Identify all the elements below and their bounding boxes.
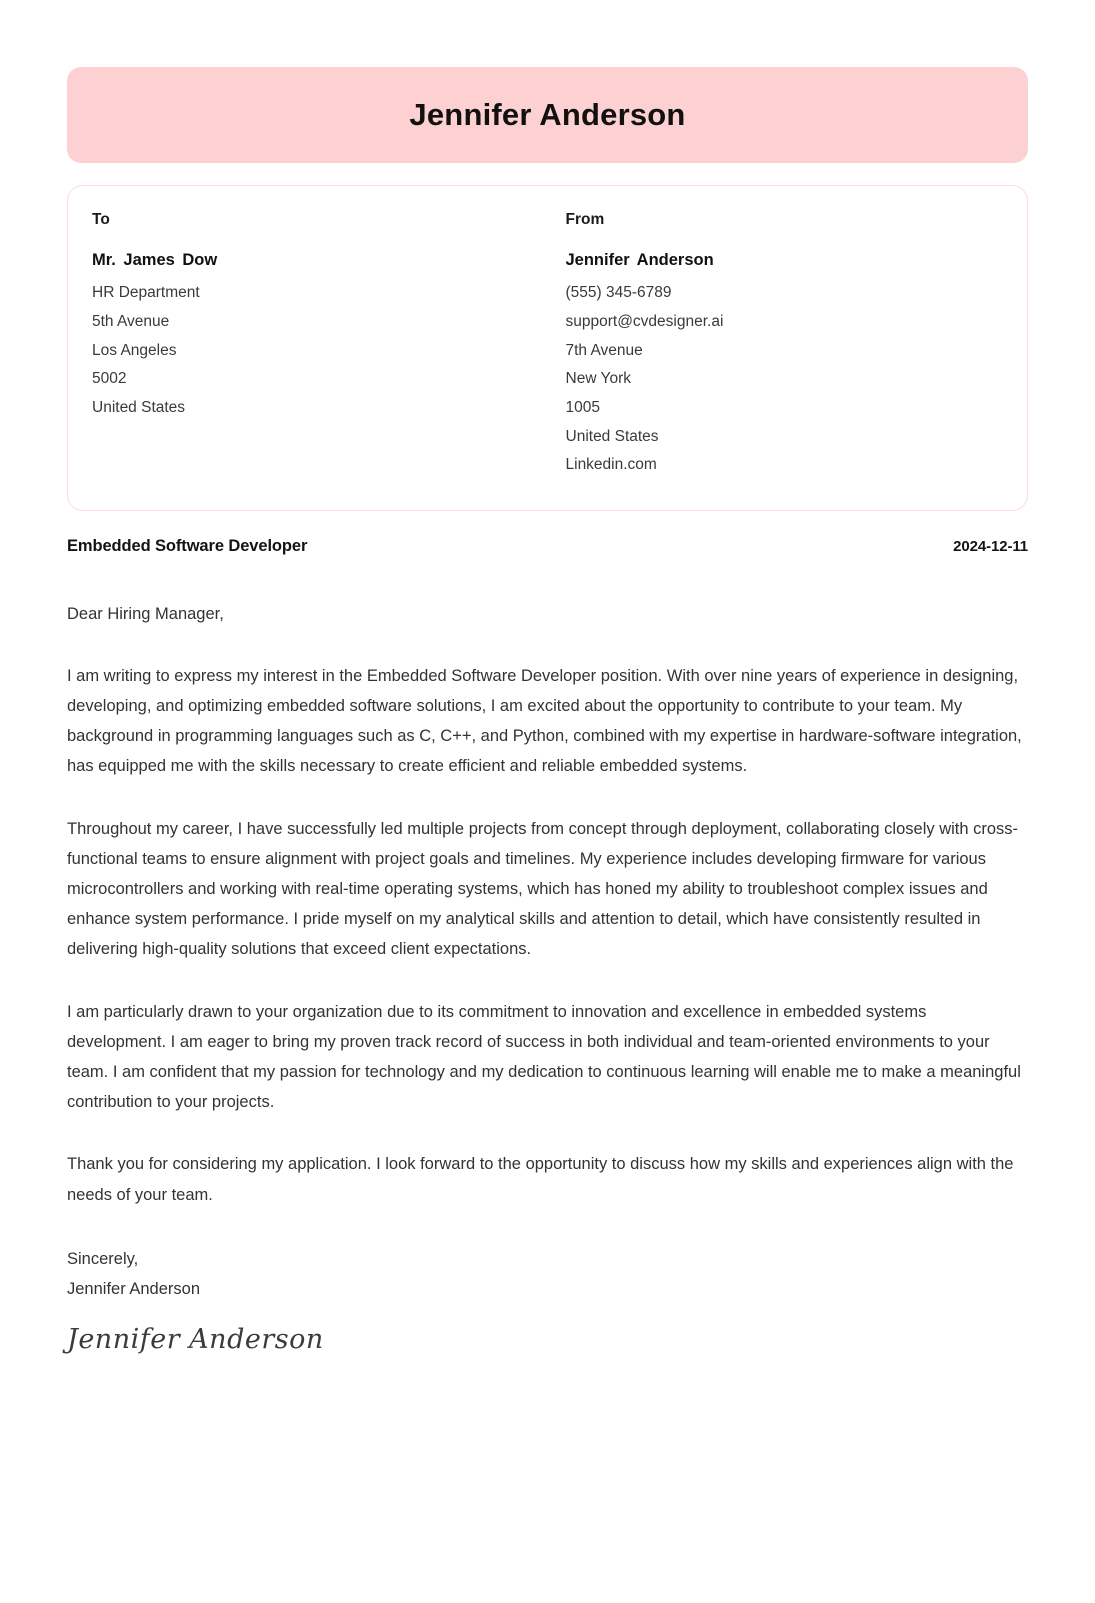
closing-block (67, 1244, 1028, 1353)
cover-letter-page (0, 67, 1095, 1603)
recipient-line: United States (92, 398, 186, 416)
recipient-line: Los Angeles (92, 341, 177, 359)
letter-paragraph: I am particularly drawn to your organization due to its commitment to innovation and excellence in embedded systems development. I am eager to bring my proven track record of success in both individual and team-oriented environments to your team. I am confident that my passion for technology and my dedication to continuous learning will enable me to make a meaningful contribution to your projects. (67, 1002, 1021, 1112)
from-label: From (565, 211, 605, 228)
subject-row (67, 537, 1028, 556)
letter-date: 2024-12-11 (953, 538, 1028, 555)
sender-line: United States (565, 427, 659, 445)
to-label: To (92, 211, 110, 228)
sender-line: 7th Avenue (565, 341, 643, 359)
letter-paragraph: I am writing to express my interest in the Embedded Software Developer position. With over nine years of experience in designing, developing, and optimizing embedded software solutions, I am excited about the opportunity to contribute to your team. My background in programming languages such as C, C++, and Python, combined with my expertise in hardware-software integration, has equipped me with the skills necessary to create efficient and reliable embedded systems. (67, 666, 1022, 776)
address-card (67, 185, 1028, 511)
letter-paragraph: Throughout my career, I have successfully led multiple projects from concept through deployment, collaborating closely with cross-functional teams to ensure alignment with project goals and timelines. My experience includes developing firmware for various microcontrollers and working with real-time operating systems, which has honed my ability to troubleshoot complex issues and enhance system performance. I pride myself on my analytical skills and attention to detail, which have consistently resulted in delivering high-quality solutions that exceed client expectations. (67, 819, 1019, 959)
sender-line: 1005 (565, 398, 600, 416)
letter-body (67, 600, 1028, 1353)
sender-phone: (555) 345-6789 (565, 284, 672, 302)
sender-name: Jennifer Anderson (565, 250, 714, 269)
header-banner (67, 67, 1028, 163)
recipient-line: HR Department (92, 284, 200, 302)
sender-block (548, 212, 1004, 480)
sender-line: New York (565, 370, 631, 388)
recipient-line: 5002 (92, 370, 127, 388)
closing-salutation: Sincerely, (67, 1249, 139, 1268)
recipient-block (92, 212, 548, 480)
recipient-line: 5th Avenue (92, 312, 170, 330)
letter-paragraph: Thank you for considering my application. I look forward to the opportunity to discuss how my skills and experiences align with the needs of your team. (67, 1155, 1014, 1204)
salutation: Dear Hiring Manager, (67, 605, 224, 623)
sender-email: support@cvdesigner.ai (565, 312, 724, 330)
job-title: Embedded Software Developer (67, 537, 308, 555)
closing-name: Jennifer Anderson (67, 1279, 201, 1298)
candidate-name-heading: Jennifer Anderson (409, 97, 686, 132)
recipient-name: Mr. James Dow (92, 250, 218, 269)
sender-website: Linkedin.com (565, 456, 657, 474)
signature: Jennifer Anderson (67, 1323, 324, 1355)
